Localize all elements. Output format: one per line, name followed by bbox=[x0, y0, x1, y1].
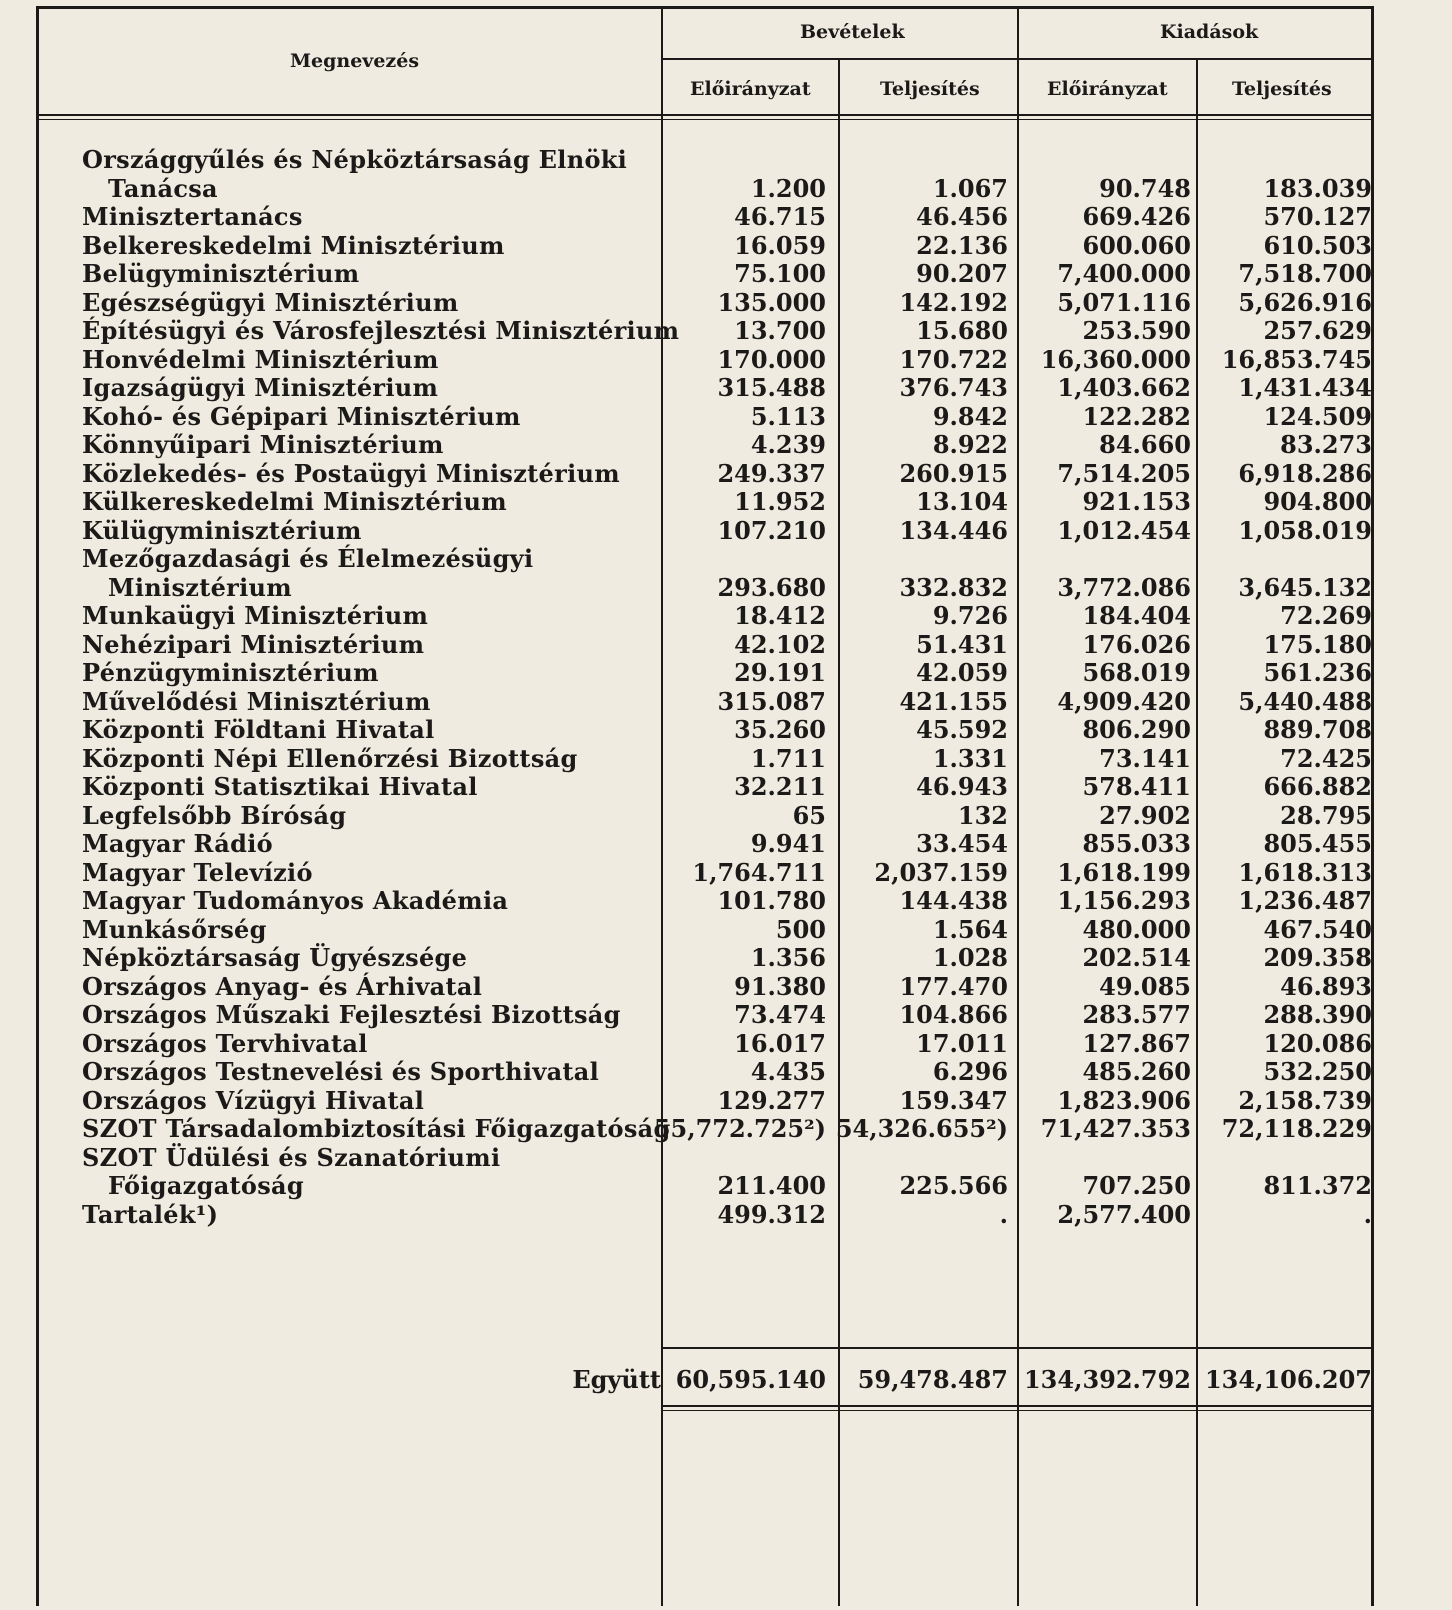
cell-expense-actual: 570.127 bbox=[1263, 202, 1372, 231]
cell-expense-planned: 707.250 bbox=[1082, 1171, 1191, 1200]
table-row bbox=[0, 574, 1452, 603]
cell-revenue-actual: 90.207 bbox=[916, 259, 1008, 288]
table-row bbox=[0, 631, 1452, 660]
cell-revenue-planned: 1,764.711 bbox=[692, 857, 826, 887]
cell-expense-planned: 1,618.199 bbox=[1057, 857, 1191, 887]
cell-expense-actual: 889.708 bbox=[1263, 715, 1372, 744]
cell-expense-actual: 124.509 bbox=[1263, 401, 1372, 431]
cell-revenue-planned: 211.400 bbox=[717, 1171, 826, 1200]
row-name: Minisztertanács bbox=[82, 202, 303, 231]
cell-expense-actual: 16,853.745 bbox=[1221, 344, 1372, 374]
cell-expense-actual: 72.425 bbox=[1280, 743, 1372, 773]
cell-revenue-planned: 11.952 bbox=[734, 487, 826, 516]
table-row bbox=[0, 317, 1452, 346]
top-rule bbox=[36, 6, 1374, 9]
row-name: Tanácsa bbox=[108, 173, 218, 203]
cell-expense-actual: 666.882 bbox=[1263, 772, 1372, 801]
table-row bbox=[0, 973, 1452, 1002]
cell-revenue-actual: 132 bbox=[957, 800, 1008, 830]
header-name-col: Megnevezés bbox=[290, 50, 420, 72]
table-row bbox=[0, 859, 1452, 888]
row-name: Országos Anyag- és Árhivatal bbox=[82, 971, 483, 1001]
cell-expense-planned: 578.411 bbox=[1082, 772, 1191, 801]
cell-revenue-actual: 1.028 bbox=[932, 943, 1008, 972]
cell-expense-planned: 480.000 bbox=[1082, 914, 1191, 944]
cell-revenue-planned: 4.239 bbox=[750, 430, 826, 459]
cell-revenue-actual: 17.011 bbox=[916, 1028, 1008, 1058]
table-row bbox=[0, 460, 1452, 489]
header-bottom-rule bbox=[38, 114, 1372, 116]
cell-expense-planned: 921.153 bbox=[1082, 487, 1191, 516]
cell-revenue-planned: 135.000 bbox=[717, 287, 826, 317]
table-row bbox=[0, 1058, 1452, 1087]
cell-expense-planned: 27.902 bbox=[1099, 800, 1191, 830]
cell-expense-planned: 90.748 bbox=[1099, 173, 1191, 203]
cell-revenue-planned: 499.312 bbox=[717, 1199, 826, 1229]
cell-revenue-planned: 315.087 bbox=[717, 686, 826, 716]
cell-revenue-actual: 46.943 bbox=[916, 772, 1008, 801]
cell-revenue-actual: 51.431 bbox=[916, 629, 1008, 659]
cell-expense-actual: 561.236 bbox=[1263, 658, 1372, 687]
row-name: Külügyminisztérium bbox=[82, 515, 362, 545]
cell-revenue-planned: 170.000 bbox=[717, 344, 826, 374]
row-name: Magyar Tudományos Akadémia bbox=[82, 886, 509, 915]
table-row bbox=[0, 602, 1452, 631]
cell-expense-planned: 49.085 bbox=[1099, 971, 1191, 1001]
header-group-rule bbox=[662, 58, 1372, 60]
cell-expense-planned: 855.033 bbox=[1082, 829, 1191, 858]
cell-revenue-planned: 1.356 bbox=[750, 943, 826, 972]
cell-revenue-planned: 4.435 bbox=[750, 1057, 826, 1086]
table-row bbox=[0, 802, 1452, 831]
row-name: Nehézipari Minisztérium bbox=[82, 629, 425, 659]
cell-revenue-planned: 46.715 bbox=[734, 202, 826, 231]
cell-expense-planned: 122.282 bbox=[1082, 401, 1191, 431]
cell-expense-actual: 610.503 bbox=[1263, 230, 1372, 260]
cell-revenue-actual: 177.470 bbox=[899, 971, 1008, 1001]
cell-expense-actual: 1,618.313 bbox=[1238, 857, 1372, 887]
cell-expense-planned: 4,909.420 bbox=[1057, 686, 1191, 716]
total-bottom-rule-2 bbox=[662, 1410, 1372, 1411]
row-name: Külkereskedelmi Minisztérium bbox=[82, 487, 507, 516]
row-name: Központi Földtani Hivatal bbox=[82, 715, 435, 744]
row-name: Magyar Rádió bbox=[82, 829, 273, 858]
cell-expense-planned: 7,514.205 bbox=[1057, 458, 1191, 488]
cell-revenue-planned: 32.211 bbox=[734, 772, 826, 801]
cell-expense-actual: 904.800 bbox=[1263, 487, 1372, 516]
cell-revenue-actual: 144.438 bbox=[899, 886, 1008, 915]
row-name: Pénzügyminisztérium bbox=[82, 658, 379, 687]
row-name: Országos Testnevelési és Sporthivatal bbox=[82, 1057, 600, 1086]
cell-expense-planned: 16,360.000 bbox=[1040, 344, 1191, 374]
cell-revenue-planned: 16.059 bbox=[734, 230, 826, 260]
cell-expense-actual: 72,118.229 bbox=[1221, 1114, 1372, 1143]
table-row bbox=[0, 688, 1452, 717]
cell-expense-planned: 84.660 bbox=[1099, 430, 1191, 459]
cell-revenue-actual: 1.067 bbox=[932, 173, 1008, 203]
cell-revenue-planned: 18.412 bbox=[734, 601, 826, 630]
cell-expense-planned: 806.290 bbox=[1082, 715, 1191, 744]
row-name: Mezőgazdasági és Élelmezésügyi bbox=[82, 544, 534, 573]
row-name: Tartalék¹) bbox=[82, 1199, 219, 1229]
cell-revenue-planned: 1.200 bbox=[750, 173, 826, 203]
table-row bbox=[0, 346, 1452, 375]
row-name: SZOT Üdülési és Szanatóriumi bbox=[82, 1142, 501, 1172]
row-name: Országos Tervhivatal bbox=[82, 1028, 368, 1058]
cell-revenue-planned: 249.337 bbox=[717, 458, 826, 488]
cell-revenue-planned: 1.711 bbox=[750, 743, 826, 773]
cell-revenue-planned: 91.380 bbox=[734, 971, 826, 1001]
total-expense-actual: 134,106.207 bbox=[1204, 1365, 1372, 1394]
header-expense-planned: Előirányzat bbox=[1047, 78, 1168, 100]
table-row bbox=[0, 1030, 1452, 1059]
row-name: Központi Népi Ellenőrzési Bizottság bbox=[82, 743, 578, 773]
table-row bbox=[0, 745, 1452, 774]
cell-revenue-actual: 33.454 bbox=[916, 829, 1008, 858]
cell-revenue-actual: 15.680 bbox=[916, 316, 1008, 345]
cell-expense-planned: 600.060 bbox=[1082, 230, 1191, 260]
total-expense-planned: 134,392.792 bbox=[1023, 1365, 1191, 1394]
cell-revenue-planned: 55,772.725²) bbox=[653, 1114, 826, 1143]
cell-expense-actual: 28.795 bbox=[1280, 800, 1372, 830]
cell-revenue-planned: 315.488 bbox=[717, 373, 826, 402]
cell-revenue-planned: 293.680 bbox=[717, 572, 826, 602]
row-name: Belügyminisztérium bbox=[82, 259, 360, 288]
cell-revenue-actual: 332.832 bbox=[899, 572, 1008, 602]
cell-revenue-planned: 9.941 bbox=[750, 829, 826, 858]
table-row bbox=[0, 146, 1452, 175]
cell-expense-actual: 288.390 bbox=[1263, 1000, 1372, 1029]
cell-revenue-actual: 2,037.159 bbox=[874, 857, 1008, 887]
cell-revenue-planned: 75.100 bbox=[734, 259, 826, 288]
cell-expense-actual: 2,158.739 bbox=[1238, 1085, 1372, 1115]
cell-revenue-planned: 500 bbox=[775, 914, 826, 944]
table-row bbox=[0, 289, 1452, 318]
cell-expense-planned: 669.426 bbox=[1082, 202, 1191, 231]
cell-revenue-planned: 29.191 bbox=[734, 658, 826, 687]
cell-revenue-actual: 45.592 bbox=[916, 715, 1008, 744]
cell-expense-planned: 253.590 bbox=[1082, 316, 1191, 345]
table-row bbox=[0, 403, 1452, 432]
cell-revenue-planned: 5.113 bbox=[750, 401, 826, 431]
cell-expense-planned: 73.141 bbox=[1099, 743, 1191, 773]
cell-expense-planned: 2,577.400 bbox=[1057, 1199, 1191, 1229]
table-row bbox=[0, 1172, 1452, 1201]
cell-revenue-actual: 134.446 bbox=[899, 515, 1008, 545]
cell-expense-actual: 72.269 bbox=[1280, 601, 1372, 630]
table-row bbox=[0, 488, 1452, 517]
cell-revenue-actual: 8.922 bbox=[932, 430, 1008, 459]
cell-revenue-planned: 73.474 bbox=[734, 1000, 826, 1029]
cell-expense-actual: 805.455 bbox=[1263, 829, 1372, 858]
cell-revenue-actual: 9.842 bbox=[932, 401, 1008, 431]
cell-revenue-actual: 260.915 bbox=[899, 458, 1008, 488]
cell-expense-actual: 120.086 bbox=[1263, 1028, 1372, 1058]
cell-expense-actual: 7,518.700 bbox=[1238, 259, 1372, 288]
total-label: Együtt bbox=[572, 1365, 661, 1394]
cell-expense-actual: 1,431.434 bbox=[1238, 373, 1372, 402]
table-row bbox=[0, 374, 1452, 403]
cell-expense-planned: 202.514 bbox=[1082, 943, 1191, 972]
cell-expense-planned: 7,400.000 bbox=[1057, 259, 1191, 288]
total-revenue-actual: 59,478.487 bbox=[857, 1365, 1008, 1394]
row-name: Építésügyi és Városfejlesztési Minisztérium bbox=[82, 316, 680, 345]
table-row bbox=[0, 1001, 1452, 1030]
row-name: Közlekedés- és Postaügyi Minisztérium bbox=[82, 458, 620, 488]
row-name: Könnyűipari Minisztérium bbox=[82, 430, 444, 459]
table-row bbox=[0, 916, 1452, 945]
cell-revenue-actual: 1.331 bbox=[932, 743, 1008, 773]
row-name: Népköztársaság Ügyészsége bbox=[82, 943, 468, 972]
cell-expense-actual: 183.039 bbox=[1263, 173, 1372, 203]
table-body bbox=[0, 146, 1452, 1229]
table-row bbox=[0, 716, 1452, 745]
row-name: Központi Statisztikai Hivatal bbox=[82, 772, 478, 801]
cell-expense-actual: 467.540 bbox=[1263, 914, 1372, 944]
cell-revenue-actual: . bbox=[999, 1199, 1008, 1229]
cell-revenue-planned: 101.780 bbox=[717, 886, 826, 915]
cell-revenue-actual: 159.347 bbox=[899, 1085, 1008, 1115]
table-row bbox=[0, 1087, 1452, 1116]
cell-expense-planned: 1,012.454 bbox=[1057, 515, 1191, 545]
total-bottom-rule bbox=[662, 1405, 1372, 1407]
header-expense-group: Kiadások bbox=[1160, 21, 1259, 43]
cell-expense-actual: 257.629 bbox=[1263, 316, 1372, 345]
cell-expense-actual: 209.358 bbox=[1263, 943, 1372, 972]
cell-expense-actual: 175.180 bbox=[1263, 629, 1372, 659]
row-name: Országos Műszaki Fejlesztési Bizottság bbox=[82, 1000, 621, 1029]
cell-expense-planned: 127.867 bbox=[1082, 1028, 1191, 1058]
row-name: Munkásőrség bbox=[82, 914, 267, 944]
header-expense-actual: Teljesítés bbox=[1232, 78, 1332, 100]
cell-revenue-actual: 54,326.655²) bbox=[835, 1114, 1008, 1143]
cell-revenue-actual: 22.136 bbox=[916, 230, 1008, 260]
cell-revenue-planned: 65 bbox=[792, 800, 826, 830]
header-revenue-group: Bevételek bbox=[800, 21, 905, 43]
row-name: Legfelsőbb Bíróság bbox=[82, 800, 347, 830]
header-revenue-planned: Előirányzat bbox=[690, 78, 811, 100]
cell-revenue-actual: 170.722 bbox=[899, 344, 1008, 374]
cell-expense-actual: 811.372 bbox=[1263, 1171, 1372, 1200]
cell-revenue-actual: 421.155 bbox=[899, 686, 1008, 716]
cell-expense-planned: 3,772.086 bbox=[1057, 572, 1191, 602]
cell-revenue-planned: 35.260 bbox=[734, 715, 826, 744]
table-row bbox=[0, 887, 1452, 916]
row-name: Honvédelmi Minisztérium bbox=[82, 344, 439, 374]
cell-revenue-planned: 13.700 bbox=[734, 316, 826, 345]
cell-expense-planned: 1,403.662 bbox=[1057, 373, 1191, 402]
table-row bbox=[0, 830, 1452, 859]
cell-expense-actual: 46.893 bbox=[1280, 971, 1372, 1001]
cell-expense-actual: 6,918.286 bbox=[1238, 458, 1372, 488]
cell-expense-planned: 485.260 bbox=[1082, 1057, 1191, 1086]
cell-expense-planned: 5,071.116 bbox=[1057, 287, 1191, 317]
cell-expense-actual: 1,236.487 bbox=[1238, 886, 1372, 915]
cell-expense-planned: 283.577 bbox=[1082, 1000, 1191, 1029]
table-row bbox=[0, 944, 1452, 973]
cell-revenue-planned: 16.017 bbox=[734, 1028, 826, 1058]
cell-revenue-planned: 42.102 bbox=[734, 629, 826, 659]
cell-revenue-actual: 6.296 bbox=[932, 1057, 1008, 1086]
header-bottom-rule-2 bbox=[38, 119, 1372, 120]
cell-expense-actual: 5,626.916 bbox=[1238, 287, 1372, 317]
cell-expense-actual: 532.250 bbox=[1263, 1057, 1372, 1086]
table-row bbox=[0, 659, 1452, 688]
cell-expense-planned: 176.026 bbox=[1082, 629, 1191, 659]
cell-expense-actual: 1,058.019 bbox=[1238, 515, 1372, 545]
row-name: Főigazgatóság bbox=[108, 1171, 304, 1200]
cell-expense-actual: 83.273 bbox=[1280, 430, 1372, 459]
row-name: Egészségügyi Minisztérium bbox=[82, 287, 459, 317]
cell-revenue-actual: 42.059 bbox=[916, 658, 1008, 687]
table-row bbox=[0, 260, 1452, 289]
cell-expense-actual: 5,440.488 bbox=[1238, 686, 1372, 716]
row-name: Igazságügyi Minisztérium bbox=[82, 373, 439, 402]
row-name: Munkaügyi Minisztérium bbox=[82, 601, 429, 630]
total-revenue-planned: 60,595.140 bbox=[675, 1365, 826, 1394]
cell-expense-planned: 568.019 bbox=[1082, 658, 1191, 687]
cell-revenue-actual: 142.192 bbox=[899, 287, 1008, 317]
row-name: Belkereskedelmi Minisztérium bbox=[82, 230, 505, 260]
row-name: Országgyűlés és Népköztársaság Elnöki bbox=[82, 145, 628, 174]
row-name: Országos Vízügyi Hivatal bbox=[82, 1085, 425, 1115]
cell-revenue-planned: 129.277 bbox=[717, 1085, 826, 1115]
cell-expense-actual: . bbox=[1363, 1199, 1372, 1229]
row-name: Magyar Televízió bbox=[82, 857, 313, 887]
table-row bbox=[0, 545, 1452, 574]
total-row bbox=[0, 1360, 1452, 1400]
table-row bbox=[0, 203, 1452, 232]
cell-expense-planned: 184.404 bbox=[1082, 601, 1191, 630]
table-row bbox=[0, 431, 1452, 460]
table-row bbox=[0, 232, 1452, 261]
row-name: Minisztérium bbox=[108, 572, 292, 602]
cell-expense-actual: 3,645.132 bbox=[1238, 572, 1372, 602]
total-top-rule bbox=[662, 1347, 1372, 1349]
cell-revenue-actual: 46.456 bbox=[916, 202, 1008, 231]
cell-revenue-actual: 13.104 bbox=[916, 487, 1008, 516]
cell-revenue-actual: 225.566 bbox=[899, 1171, 1008, 1200]
table-row bbox=[0, 773, 1452, 802]
row-name: Kohó- és Gépipari Minisztérium bbox=[82, 401, 521, 431]
cell-revenue-planned: 107.210 bbox=[717, 515, 826, 545]
table-row bbox=[0, 517, 1452, 546]
cell-expense-planned: 1,156.293 bbox=[1057, 886, 1191, 915]
table-row bbox=[0, 1115, 1452, 1144]
cell-revenue-actual: 9.726 bbox=[932, 601, 1008, 630]
row-name: Művelődési Minisztérium bbox=[82, 686, 431, 716]
table-row bbox=[0, 1201, 1452, 1230]
cell-expense-planned: 71,427.353 bbox=[1040, 1114, 1191, 1143]
cell-revenue-actual: 104.866 bbox=[899, 1000, 1008, 1029]
row-name: SZOT Társadalombiztosítási Főigazgatóság bbox=[82, 1114, 671, 1143]
table-row bbox=[0, 1144, 1452, 1173]
header-revenue-actual: Teljesítés bbox=[880, 78, 980, 100]
cell-revenue-actual: 1.564 bbox=[932, 914, 1008, 944]
cell-revenue-actual: 376.743 bbox=[899, 373, 1008, 402]
table-row bbox=[0, 175, 1452, 204]
cell-expense-planned: 1,823.906 bbox=[1057, 1085, 1191, 1115]
